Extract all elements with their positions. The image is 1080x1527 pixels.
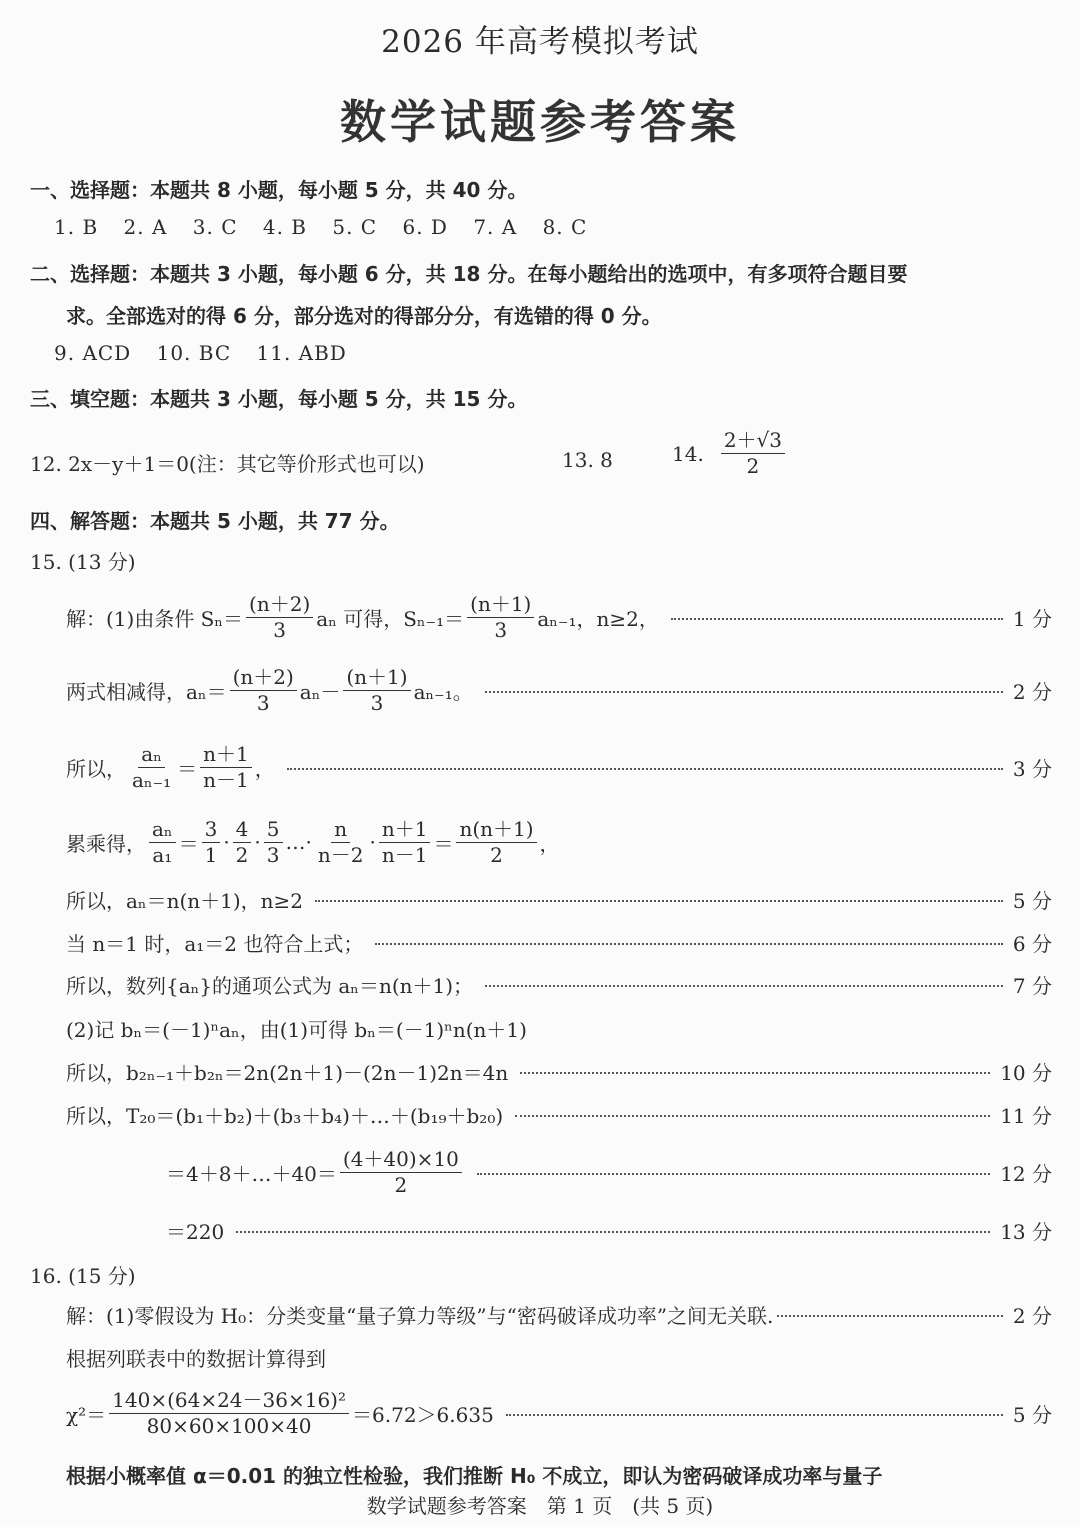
step-text: ＝6.72＞6.635 (352, 1402, 494, 1427)
score: 5 分 (1012, 888, 1052, 913)
step-text: (2)记 bₙ＝(－1)ⁿaₙ，由(1)可得 bₙ＝(－1)ⁿn(n＋1) (66, 1017, 527, 1042)
fraction-denominator: 3 (266, 842, 280, 867)
q16-step3 (66, 1385, 1052, 1441)
step-text: 所以，T₂₀＝(b₁＋b₂)＋(b₃＋b₄)＋…＋(b₁₉＋b₂₀) (66, 1103, 504, 1128)
section4-heading: 四、解答题：本题共 5 小题，共 77 分。 (30, 509, 400, 533)
q16-step4: 根据小概率值 α＝0.01 的独立性检验，我们推断 H₀ 不成立，即认为密码破译成功率与量子 (66, 1464, 883, 1488)
answer-9: 9. ACD (54, 341, 132, 365)
fraction-numerator: 140×(64×24－36×16)² (109, 1388, 349, 1414)
fraction-numerator: (n＋2) (246, 592, 313, 618)
fraction-denominator: 3 (273, 617, 287, 642)
fraction (343, 665, 410, 716)
score: 5 分 (1012, 1402, 1052, 1427)
fraction-denominator: 2 (394, 1172, 408, 1197)
answer-10: 10. BC (156, 341, 232, 365)
step-text: aₙ 可得，Sₙ₋₁＝ (316, 606, 465, 631)
fraction-numerator: 2＋√3 (721, 428, 785, 454)
step-text: ＝ (433, 831, 454, 856)
fraction-denominator: n－1 (381, 842, 428, 867)
step-text: 解：(1)由条件 Sₙ＝ (66, 606, 244, 631)
q15-step3 (66, 742, 1052, 792)
fraction (379, 817, 431, 868)
step-text: ， (254, 756, 275, 781)
fraction-numerator: n＋1 (379, 817, 431, 843)
answer-6: 6. D (402, 215, 448, 239)
step-text: ＝4＋8＋…＋40＝ (166, 1161, 337, 1186)
answer-1: 1. B (54, 215, 99, 239)
section2-answers (54, 341, 365, 365)
answer-12: 12. 2x－y＋1＝0(注：其它等价形式也可以) (30, 452, 425, 476)
dot-leader (485, 985, 1003, 987)
score: 1 分 (1012, 606, 1052, 631)
section1-heading: 一、选择题：本题共 8 小题，每小题 5 分，共 40 分。 (30, 178, 528, 202)
answer-4: 4. B (262, 215, 307, 239)
step-text: 两式相减得，aₙ＝ (66, 679, 227, 704)
score: 2 分 (1012, 679, 1052, 704)
score: 12 分 (1000, 1161, 1052, 1186)
step-text: χ²＝ (66, 1402, 107, 1427)
section3-heading: 三、填空题：本题共 3 小题，每小题 5 分，共 15 分。 (30, 387, 528, 411)
fraction (467, 592, 534, 643)
dot-leader (515, 1115, 990, 1117)
exam-title: 2026 年高考模拟考试 (381, 24, 699, 60)
fraction-denominator: a₁ (152, 842, 173, 867)
step-text: ＝ (178, 831, 199, 856)
fraction-numerator: n (331, 817, 350, 843)
q15-step2 (66, 665, 1052, 715)
fraction-denominator: 2 (490, 842, 503, 867)
step-text: 当 n＝1 时，a₁＝2 也符合上式； (66, 931, 364, 956)
fraction-numerator: aₙ (138, 742, 165, 768)
q15-step7 (66, 962, 1052, 1006)
fraction (233, 817, 252, 868)
step-text: 所以，b₂ₙ₋₁＋b₂ₙ＝2n(2n＋1)－(2n－1)2n＝4n (66, 1060, 509, 1085)
q16-step2 (66, 1335, 1052, 1379)
fraction-numerator: (n＋1) (467, 592, 534, 618)
fraction (200, 742, 252, 793)
q15-step5 (66, 877, 1052, 921)
score: 13 分 (1000, 1219, 1052, 1244)
answer-8: 8. C (542, 215, 588, 239)
step-text: 累乘得， (66, 831, 146, 856)
q15-label: 15. (13 分) (30, 550, 136, 574)
section2-heading-line2: 求。全部选对的得 6 分，部分选对的得部分分，有选错的得 0 分。 (66, 304, 662, 328)
score: 11 分 (1000, 1103, 1052, 1128)
fraction (246, 592, 313, 643)
fraction-denominator: 80×60×100×40 (146, 1413, 312, 1438)
score: 2 分 (1012, 1303, 1052, 1328)
step-text: 所以，数列{aₙ}的通项公式为 aₙ＝n(n＋1)； (66, 973, 474, 998)
q15-step1 (66, 592, 1052, 642)
step-text: 根据列联表中的数据计算得到 (66, 1346, 326, 1371)
q15-step11 (166, 1145, 1052, 1199)
section1-answers (54, 215, 605, 239)
times-dot: · (369, 830, 376, 854)
fraction-denominator: n－2 (317, 842, 364, 867)
answer-14 (672, 428, 788, 479)
fraction (264, 817, 283, 868)
step-text: 解：(1)零假设为 H₀：分类变量“量子算力等级”与“密码破译成功率”之间无关联. (66, 1303, 774, 1328)
fraction-denominator: 3 (256, 690, 270, 715)
fraction-denominator: 1 (204, 842, 218, 867)
score: 7 分 (1012, 973, 1052, 998)
fraction-denominator: n－1 (203, 767, 249, 792)
q15-step10 (66, 1092, 1052, 1136)
step-text: 所以， (66, 756, 126, 781)
dot-leader (236, 1231, 990, 1233)
fraction-numerator: 5 (264, 817, 283, 843)
dot-leader (375, 943, 1003, 945)
q15-step9 (66, 1049, 1052, 1093)
fraction (340, 1147, 462, 1198)
fraction (456, 817, 536, 868)
dot-leader (506, 1414, 1003, 1416)
step-text: ＝220 (166, 1219, 225, 1244)
fraction-denominator: aₙ₋₁ (132, 767, 172, 792)
dot-leader (485, 691, 1003, 693)
score: 3 分 (1012, 756, 1052, 781)
score: 6 分 (1012, 931, 1052, 956)
step-text: 所以，aₙ＝n(n＋1)，n≥2 (66, 888, 304, 913)
times-dot: · (305, 830, 312, 854)
document-title: 数学试题参考答案 (340, 95, 740, 149)
fraction-denominator: 3 (494, 617, 508, 642)
step-text: aₙ₋₁。 (413, 679, 473, 704)
answer-3: 3. C (192, 215, 238, 239)
dot-leader (315, 900, 1003, 902)
ellipsis: … (285, 830, 306, 854)
answer-2: 2. A (123, 215, 168, 239)
q16-step1 (66, 1292, 1052, 1336)
fraction (230, 665, 297, 716)
answer-14-fraction (721, 428, 785, 479)
answer-14-label: 14. (672, 441, 704, 466)
q15-step12 (166, 1208, 1052, 1252)
fraction (202, 817, 221, 868)
times-dot: · (223, 830, 230, 854)
q15-step4 (66, 817, 560, 867)
dot-leader (287, 768, 1003, 770)
step-text: aₙ₋₁，n≥2， (537, 606, 659, 631)
fraction-denominator: 2 (746, 454, 760, 478)
score: 10 分 (1000, 1060, 1052, 1085)
fraction (149, 817, 176, 868)
dot-leader (777, 1315, 1003, 1317)
times-dot: · (254, 830, 261, 854)
step-text: aₙ－ (299, 679, 341, 704)
fraction-numerator: (4＋40)×10 (340, 1147, 462, 1173)
answer-7: 7. A (473, 215, 518, 239)
fraction (315, 817, 367, 868)
answer-11: 11. ABD (256, 341, 347, 365)
fraction-numerator: 4 (233, 817, 252, 843)
fraction-denominator: 2 (235, 842, 249, 867)
fraction-numerator: n(n＋1) (456, 817, 536, 843)
step-text: ， (539, 831, 560, 856)
answer-13: 13. 8 (562, 448, 613, 472)
page-footer: 数学试题参考答案 第 1 页 (共 5 页) (366, 1494, 714, 1518)
step-text: ＝ (177, 756, 198, 781)
fraction (109, 1388, 349, 1439)
fraction-numerator: aₙ (149, 817, 176, 843)
fraction (129, 742, 174, 793)
answer-5: 5. C (332, 215, 378, 239)
fraction-numerator: (n＋2) (230, 665, 297, 691)
fraction-numerator: 3 (202, 817, 221, 843)
dot-leader (520, 1072, 990, 1074)
section2-heading-line1: 二、选择题：本题共 3 小题，每小题 6 分，共 18 分。在每小题给出的选项中，有多项符合题目要 (30, 262, 908, 286)
fraction-numerator: (n＋1) (343, 665, 410, 691)
fraction-denominator: 3 (370, 690, 384, 715)
dot-leader (671, 618, 1003, 620)
q16-label: 16. (15 分) (30, 1264, 136, 1288)
q15-step8 (66, 1006, 1052, 1050)
q15-step6 (66, 920, 1052, 964)
fraction-numerator: n＋1 (200, 742, 252, 768)
dot-leader (477, 1173, 990, 1175)
